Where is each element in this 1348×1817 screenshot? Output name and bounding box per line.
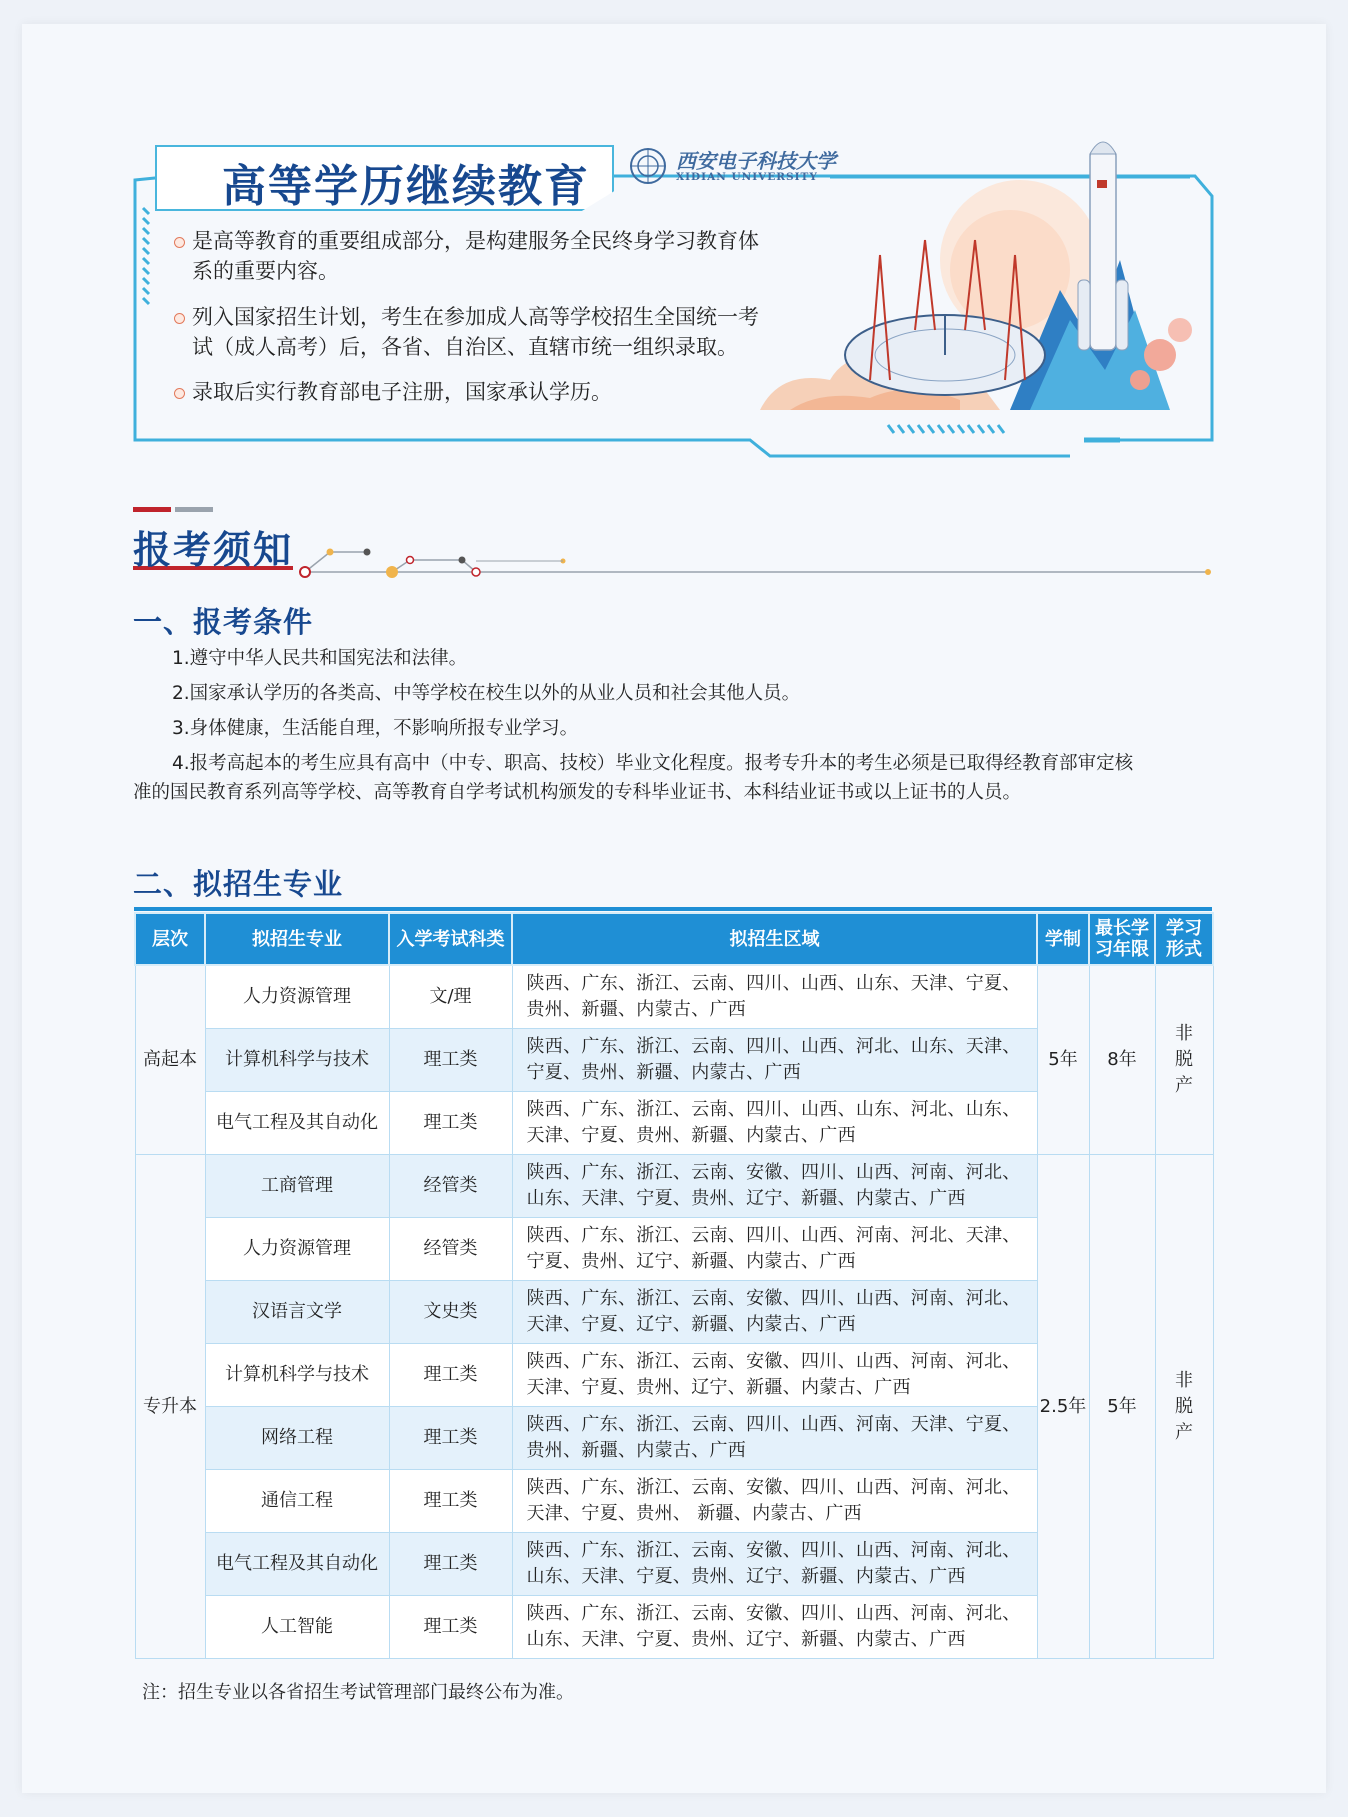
table-row xyxy=(135,1155,1213,1218)
cell-subject: 理工类 xyxy=(389,1407,512,1470)
cell-region: 陕西、广东、浙江、云南、四川、山西、河南、河北、天津、 宁夏、贵州、辽宁、新疆、内蒙古、广西 xyxy=(512,1218,1037,1281)
table-header-row xyxy=(135,913,1213,965)
cell-region: 陕西、广东、浙江、云南、四川、山西、河北、山东、天津、 宁夏、贵州、新疆、内蒙古、广西 xyxy=(512,1029,1037,1092)
cell-region: 陕西、广东、浙江、云南、安徽、四川、山西、河南、河北、 天津、宁夏、贵州、辽宁、新疆、内蒙古、广西 xyxy=(512,1344,1037,1407)
condition-item: 1.遵守中华人民共和国宪法和法律。 xyxy=(172,648,468,669)
bullet-dot-icon xyxy=(174,237,185,248)
section-heading-majors: 二、拟招生专业 xyxy=(133,867,344,901)
cell-subject: 经管类 xyxy=(389,1218,512,1281)
cell-subject: 经管类 xyxy=(389,1155,512,1218)
banner-bullet: 是高等教育的重要组成部分，是构建服务全民终身学习教育体 系的重要内容。 xyxy=(174,226,759,286)
cell-mode: 非脱产 xyxy=(1155,1155,1213,1659)
telescope-rocket-illustration xyxy=(760,140,1215,415)
header-region: 拟招生区域 xyxy=(512,913,1037,965)
table-top-rule xyxy=(134,907,1212,911)
bullet-dot-icon xyxy=(174,313,185,324)
cell-region: 陕西、广东、浙江、云南、四川、山西、河南、天津、宁夏、 贵州、新疆、内蒙古、广西 xyxy=(512,1407,1037,1470)
header-subject: 入学考试科类 xyxy=(389,913,512,965)
cell-major: 通信工程 xyxy=(205,1470,389,1533)
cell-subject: 理工类 xyxy=(389,1596,512,1659)
cell-subject: 理工类 xyxy=(389,1344,512,1407)
cell-region: 陕西、广东、浙江、云南、安徽、四川、山西、河南、河北、 天津、宁夏、辽宁、新疆、内蒙古、广西 xyxy=(512,1281,1037,1344)
cell-duration: 2.5年 xyxy=(1037,1155,1089,1659)
university-logo-en: XIDIAN UNIVERSITY xyxy=(676,171,818,183)
header-mode: 学习 形式 xyxy=(1155,913,1213,965)
cell-region: 陕西、广东、浙江、云南、安徽、四川、山西、河南、河北、 山东、天津、宁夏、贵州、辽宁、新疆、内蒙古、广西 xyxy=(512,1155,1037,1218)
university-logo-emblem xyxy=(628,146,668,186)
cell-mode: 非脱产 xyxy=(1155,965,1213,1155)
cell-major: 计算机科学与技术 xyxy=(205,1344,389,1407)
table-footnote: 注：招生专业以各省招生考试管理部门最终公布为准。 xyxy=(142,1682,574,1703)
cell-subject: 理工类 xyxy=(389,1533,512,1596)
notice-title: 报考须知 xyxy=(133,528,294,572)
cell-major: 电气工程及其自动化 xyxy=(205,1092,389,1155)
condition-item: 4.报考高起本的考生应具有高中（中专、职高、技校）毕业文化程度。报考专升本的考生必须是已取得经教育部审定核 xyxy=(172,753,1134,774)
header-duration: 学制 xyxy=(1037,913,1089,965)
header-major: 拟招生专业 xyxy=(205,913,389,965)
cell-major: 人力资源管理 xyxy=(205,965,389,1029)
cell-subject: 文/理 xyxy=(389,965,512,1029)
cell-major: 网络工程 xyxy=(205,1407,389,1470)
cell-duration: 5年 xyxy=(1037,965,1089,1155)
cell-subject: 理工类 xyxy=(389,1470,512,1533)
majors-table xyxy=(134,912,1214,1659)
cell-major: 电气工程及其自动化 xyxy=(205,1533,389,1596)
cell-level: 高起本 xyxy=(135,965,205,1155)
condition-item-continued: 准的国民教育系列高等学校、高等教育自学考试机构颁发的专科毕业证书、本科结业证书或以上证书的人员。 xyxy=(133,782,1022,803)
cell-region: 陕西、广东、浙江、云南、安徽、四川、山西、河南、河北、 山东、天津、宁夏、贵州、辽宁、新疆、内蒙古、广西 xyxy=(512,1533,1037,1596)
cell-major: 人力资源管理 xyxy=(205,1218,389,1281)
cell-region: 陕西、广东、浙江、云南、四川、山西、山东、河北、山东、 天津、宁夏、贵州、新疆、内蒙古、广西 xyxy=(512,1092,1037,1155)
banner-bullet: 录取后实行教育部电子注册，国家承认学历。 xyxy=(174,377,612,407)
condition-item: 3.身体健康，生活能自理，不影响所报专业学习。 xyxy=(172,718,579,739)
cell-major: 计算机科学与技术 xyxy=(205,1029,389,1092)
cell-major: 工商管理 xyxy=(205,1155,389,1218)
bullet-dot-icon xyxy=(174,388,185,399)
banner-bullet: 列入国家招生计划，考生在参加成人高等学校招生全国统一考 试（成人高考）后，各省、自治区、直辖市统一组织录取。 xyxy=(174,302,759,362)
cell-major: 汉语言文学 xyxy=(205,1281,389,1344)
cell-max-years: 5年 xyxy=(1089,1155,1155,1659)
table-row xyxy=(135,965,1213,1029)
cell-subject: 文史类 xyxy=(389,1281,512,1344)
university-logo-cn: 西安电子科技大学 xyxy=(676,149,836,173)
cell-region: 陕西、广东、浙江、云南、安徽、四川、山西、河南、河北、 天津、宁夏、贵州、 新疆、内蒙古、广西 xyxy=(512,1470,1037,1533)
cell-region: 陕西、广东、浙江、云南、安徽、四川、山西、河南、河北、 山东、天津、宁夏、贵州、辽宁、新疆、内蒙古、广西 xyxy=(512,1596,1037,1659)
cell-region: 陕西、广东、浙江、云南、四川、山西、山东、天津、宁夏、 贵州、新疆、内蒙古、广西 xyxy=(512,965,1037,1029)
condition-item: 2.国家承认学历的各类高、中等学校在校生以外的从业人员和社会其他人员。 xyxy=(172,683,801,704)
section-heading-conditions: 一、报考条件 xyxy=(133,605,314,639)
cell-level: 专升本 xyxy=(135,1155,205,1659)
banner-title: 高等学历继续教育 xyxy=(222,161,590,212)
cell-major: 人工智能 xyxy=(205,1596,389,1659)
header-max-years: 最长学 习年限 xyxy=(1089,913,1155,965)
cell-subject: 理工类 xyxy=(389,1092,512,1155)
cell-max-years: 8年 xyxy=(1089,965,1155,1155)
header-level: 层次 xyxy=(135,913,205,965)
cell-subject: 理工类 xyxy=(389,1029,512,1092)
